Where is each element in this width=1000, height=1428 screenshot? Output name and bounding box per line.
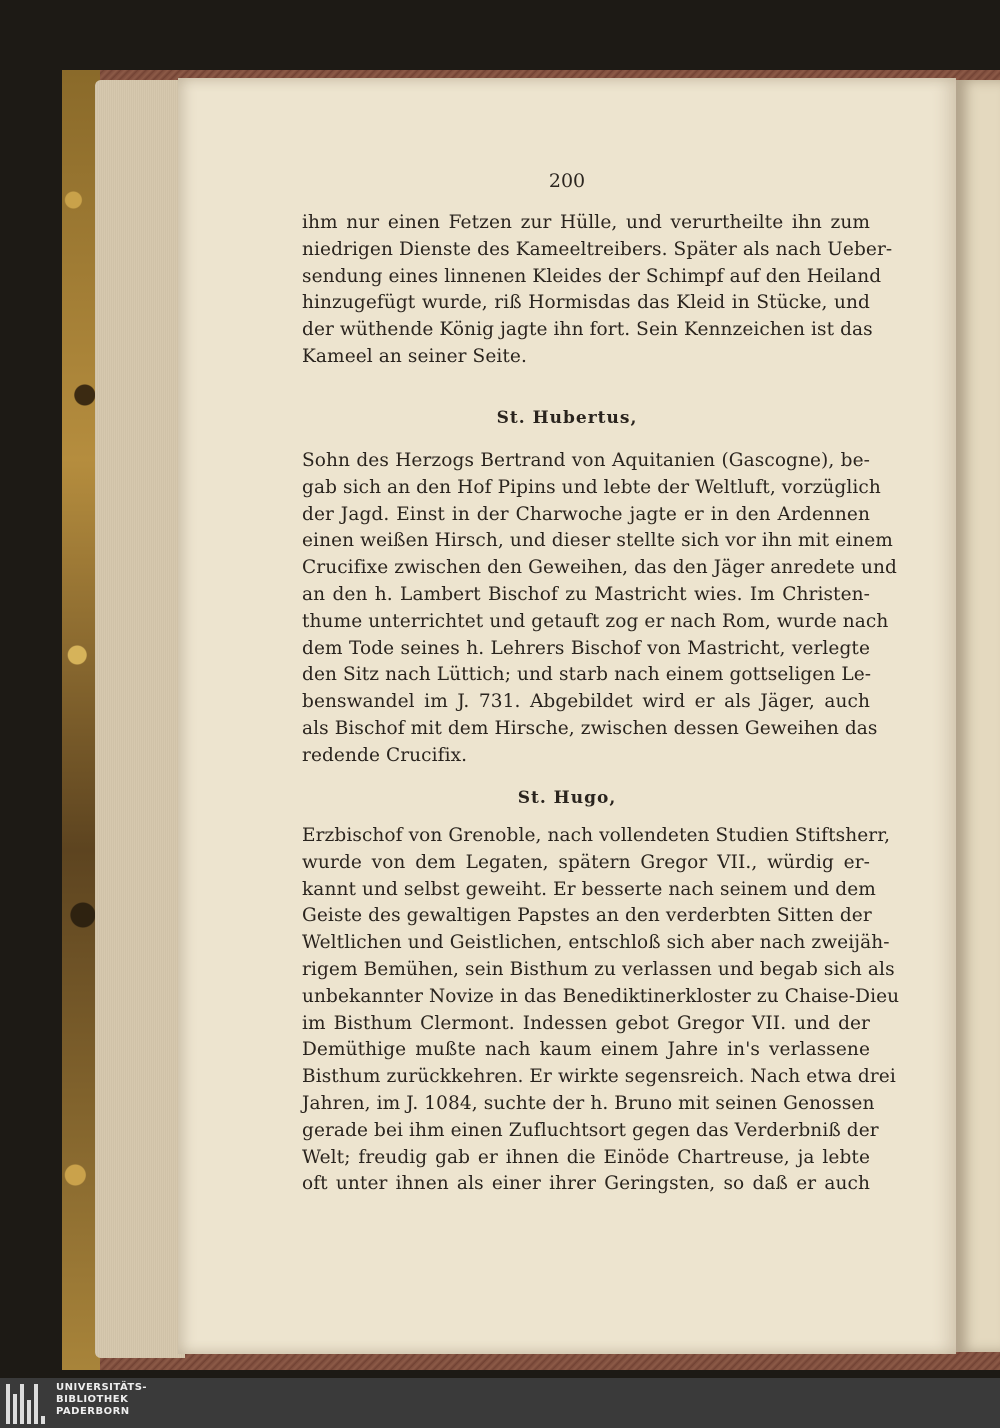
text-line: thume unterrichtet und getauft zog er nach Rom, wurde nach xyxy=(302,610,889,632)
text-line: Geiste des gewaltigen Papstes an den verderbten Sitten der xyxy=(302,905,872,927)
text-line: im Bisthum Clermont. Indessen gebot Gregor VII. und der xyxy=(302,1012,870,1034)
text-line: hinzugefügt wurde, riß Hormisdas das Kleid in Stücke, und xyxy=(302,292,870,314)
text-line: ihm nur einen Fetzen zur Hülle, und verurtheilte ihn zum xyxy=(302,212,870,233)
library-logo-icon xyxy=(6,1384,50,1424)
library-name-line3: PADERBORN xyxy=(56,1406,130,1417)
page-number: 200 xyxy=(548,170,586,192)
text-line: Weltlichen und Geistlichen, entschloß sich aber nach zweijäh- xyxy=(302,932,890,954)
text-line: an den h. Lambert Bischof zu Mastricht wies. Im Christen- xyxy=(302,583,870,605)
library-footer xyxy=(0,1378,1000,1428)
text-line: als Bischof mit dem Hirsche, zwischen dessen Geweihen das xyxy=(302,717,878,739)
text-line: Kameel an seiner Seite. xyxy=(302,345,527,367)
text-line: Crucifixe zwischen den Geweihen, das den Jäger anredete und xyxy=(302,557,897,579)
text-line: der wüthende König jagte ihn fort. Sein Kennzeichen ist das xyxy=(302,319,873,341)
section-heading-hugo: St. Hugo, xyxy=(517,788,617,808)
book-page xyxy=(178,78,956,1354)
hubertus-paragraph xyxy=(302,448,897,770)
text-line: wurde von dem Legaten, spätern Gregor VII., würdig er- xyxy=(302,851,870,873)
text-line: oft unter ihnen als einer ihrer Geringsten, so daß er auch xyxy=(302,1173,870,1195)
intro-paragraph xyxy=(302,210,893,371)
text-line: Erzbischof von Grenoble, nach vollendeten Studien Stiftsherr, xyxy=(302,825,891,846)
text-line: unbekannter Novize in das Benediktinerkloster zu Chaise-Dieu xyxy=(302,985,900,1007)
text-line: sendung eines linnenen Kleides der Schimpf auf den Heiland xyxy=(302,265,882,287)
text-line: Bisthum zurückkehren. Er wirkte segensreich. Nach etwa drei xyxy=(302,1066,896,1088)
text-line: benswandel im J. 731. Abgebildet wird er als Jäger, auch xyxy=(302,691,870,713)
section-heading-hubertus: St. Hubertus, xyxy=(496,408,638,428)
page-stack-edge xyxy=(95,80,185,1358)
text-line: niedrigen Dienste des Kameeltreibers. Später als nach Ueber- xyxy=(302,238,893,260)
text-line: rigem Bemühen, sein Bisthum zu verlassen und begab sich als xyxy=(302,958,895,980)
text-line: Sohn des Herzogs Bertrand von Aquitanien (Gascogne), be- xyxy=(302,450,870,471)
text-line: gab sich an den Hof Pipins und lebte der Weltluft, vorzüglich xyxy=(302,476,881,498)
text-line: den Sitz nach Lüttich; und starb nach einem gottseligen Le- xyxy=(302,664,872,686)
text-line: Jahren, im J. 1084, suchte der h. Bruno mit seinen Genossen xyxy=(302,1092,875,1114)
library-name-line1: UNIVERSITÄTS- xyxy=(56,1382,148,1393)
library-name xyxy=(56,1382,147,1418)
text-line: gerade bei ihm einen Zufluchtsort gegen das Verderbniß der xyxy=(302,1119,879,1141)
text-line: Welt; freudig gab er ihnen die Einöde Chartreuse, ja lebte xyxy=(302,1146,870,1168)
text-line: dem Tode seines h. Lehrers Bischof von Mastricht, verlegte xyxy=(302,637,870,659)
text-line: Demüthige mußte nach kaum einem Jahre in's verlassene xyxy=(302,1039,870,1061)
library-name-line2: BIBLIOTHEK xyxy=(56,1394,129,1405)
text-line: einen weißen Hirsch, und dieser stellte sich vor ihn mit einem xyxy=(302,530,893,552)
text-line: der Jagd. Einst in der Charwoche jagte er in den Ardennen xyxy=(302,503,870,525)
text-line: redende Crucifix. xyxy=(302,744,468,766)
text-line: kannt und selbst geweiht. Er besserte nach seinem und dem xyxy=(302,878,876,900)
facing-page-edge xyxy=(956,80,1000,1352)
hugo-paragraph xyxy=(302,823,900,1198)
